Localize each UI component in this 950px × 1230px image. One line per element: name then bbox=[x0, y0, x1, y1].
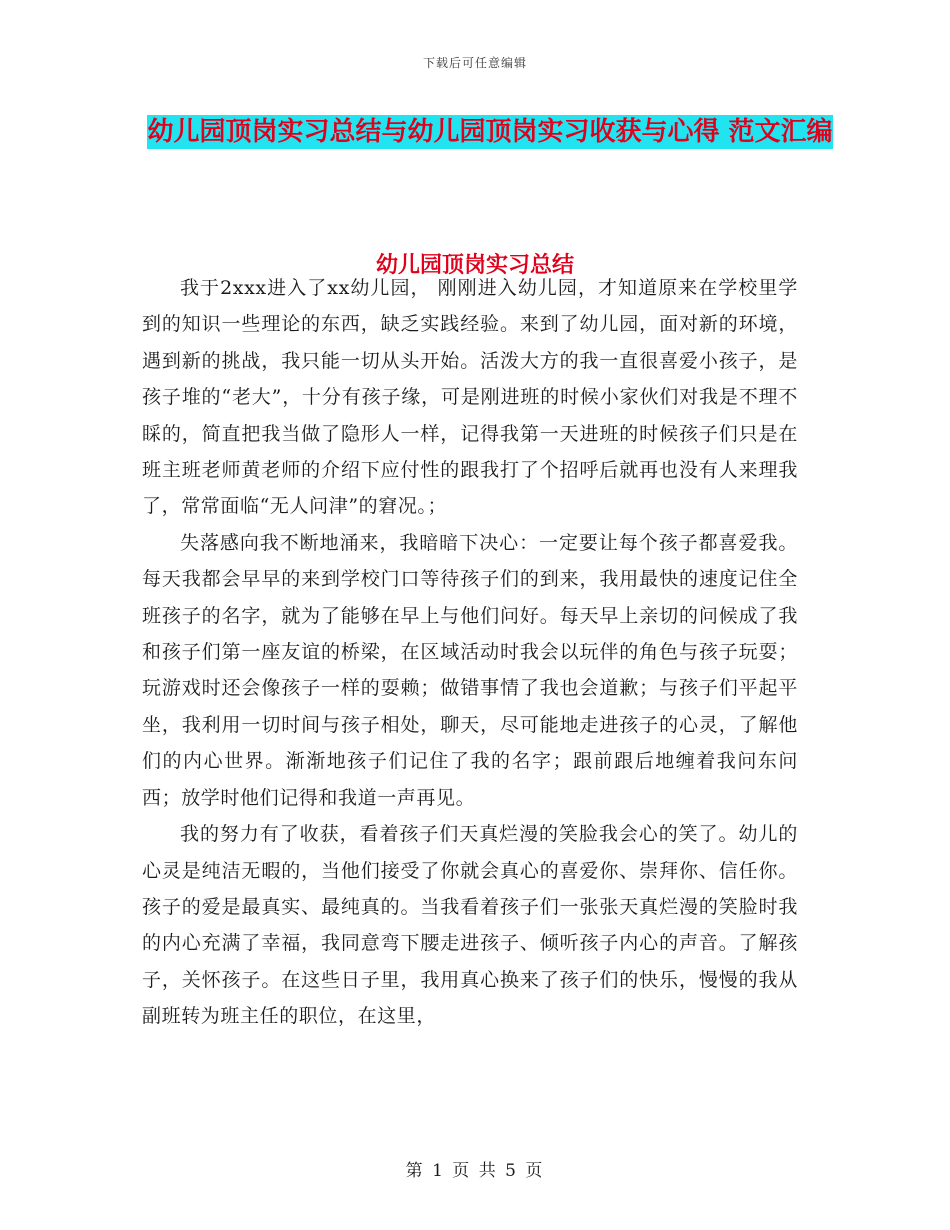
section-title: 幼儿园顶岗实习总结 bbox=[375, 252, 574, 278]
document-title-text: 幼儿园顶岗实习总结与幼儿园顶岗实习收获与心得 范文汇编 bbox=[147, 117, 833, 147]
document-title bbox=[140, 108, 840, 156]
paragraph: 我的努力有了收获，看着孩子们天真烂漫的笑脸我会心的笑了。幼儿的心灵是纯洁无暇的，当他们接受了你就会真心的喜爱你、崇拜你、信任你。孩子的爱是最真实、最纯真的。当我看着孩子们一张张天真烂漫的笑脸时我的内心充满了幸福，我同意弯下腰走进孩子、倾听孩子内心的声音。了解孩子，关怀孩子。在这些日子里，我用真心换来了孩子们的快乐，慢慢的我从副班转为班主任的职位，在这里， bbox=[142, 823, 798, 1028]
paragraph: 我于2xxx进入了xx幼儿园， 刚刚进入幼儿园，才知道原来在学校里学到的知识一些理论的东西，缺乏实践经验。来到了幼儿园，面对新的环境，遇到新的挑战，我只能一切从头开始。活泼大方的我一直很喜爱小孩子，是孩子堆的“老大”，十分有孩子缘，可是刚进班的时候小家伙们对我是不理不睬的，简直把我当做了隐形人一样，记得我第一天进班的时候孩子们只是在班主班老师黄老师的介绍下应付性的跟我打了个招呼后就再也没有人来理我了，常常面临“无人问津”的窘况。； bbox=[142, 277, 798, 518]
page-header: 下载后可任意编辑 bbox=[422, 56, 527, 70]
document-body bbox=[142, 270, 798, 1035]
paragraph: 失落感向我不断地涌来，我暗暗下决心：一定要让每个孩子都喜爱我。每天我都会早早的来到学校门口等待孩子们的到来，我用最快的速度记住全班孩子的名字，就为了能够在早上与他们问好。每天早上亲切的问候成了我和孩子们第一座友谊的桥梁，在区域活动时我会以玩伴的角色与孩子玩耍；玩游戏时还会像孩子一样的耍赖；做错事情了我也会道歉；与孩子们平起平坐，我利用一切时间与孩子相处，聊天，尽可能地走进孩子的心灵，了解他们的内心世界。渐渐地孩子们记住了我的名字；跟前跟后地缠着我问东问西；放学时他们记得和我道一声再见。 bbox=[142, 531, 798, 809]
page-number: 第 1 页 共 5 页 bbox=[405, 1161, 545, 1181]
